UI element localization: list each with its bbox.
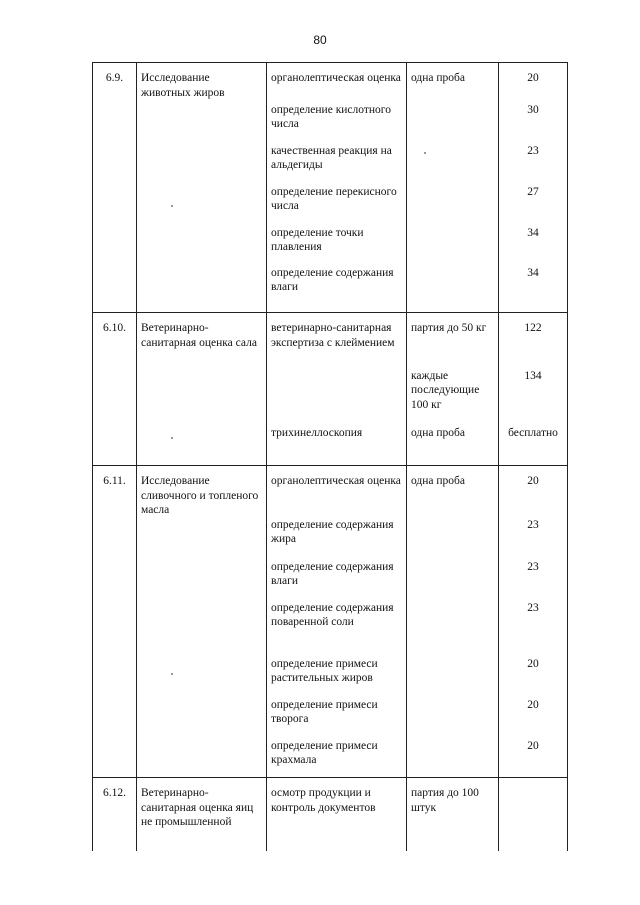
unit (407, 226, 499, 266)
table-row (93, 518, 568, 560)
row-number (93, 369, 137, 426)
row-number (93, 185, 137, 226)
table-row (93, 103, 568, 144)
price: 30 (499, 103, 568, 144)
table-row (93, 778, 568, 851)
service-name: определение примеси крахмала (267, 739, 407, 778)
table-row (93, 266, 568, 313)
row-number (93, 518, 137, 560)
row-number: 6.10. (93, 313, 137, 369)
unit: партия до 50 кг (407, 313, 499, 369)
unit (407, 144, 499, 185)
unit: одна проба (407, 426, 499, 466)
item-name (137, 226, 267, 266)
unit (407, 266, 499, 313)
unit (407, 739, 499, 778)
scan-speck (171, 205, 173, 207)
item-name: Исследование сливочного и топленого масла (137, 466, 267, 518)
row-number: 6.9. (93, 63, 137, 103)
service-name: ветеринарно-санитарная экспертиза с клеймением (267, 313, 407, 369)
item-name (137, 560, 267, 601)
price (499, 778, 568, 851)
item-name (137, 426, 267, 466)
table-row (93, 560, 568, 601)
service-name: определение точки плавления (267, 226, 407, 266)
service-name: органолептическая оценка (267, 63, 407, 103)
row-number (93, 226, 137, 266)
item-name (137, 266, 267, 313)
table-row (93, 698, 568, 739)
price: 20 (499, 739, 568, 778)
price: 23 (499, 601, 568, 657)
scan-speck (171, 437, 173, 439)
price: 34 (499, 226, 568, 266)
unit (407, 601, 499, 657)
price: 27 (499, 185, 568, 226)
item-name (137, 601, 267, 657)
price: 134 (499, 369, 568, 426)
row-number (93, 144, 137, 185)
item-name (137, 185, 267, 226)
service-name: определение примеси растительных жиров (267, 657, 407, 698)
service-name: определение примеси творога (267, 698, 407, 739)
unit: партия до 100 штук (407, 778, 499, 851)
price: 20 (499, 466, 568, 518)
service-name: определение кислотного числа (267, 103, 407, 144)
row-number (93, 560, 137, 601)
price: 20 (499, 657, 568, 698)
table-row (93, 313, 568, 369)
table-row (93, 144, 568, 185)
unit (407, 103, 499, 144)
item-name (137, 739, 267, 778)
item-name: Ветеринарно-санитарная оценка яиц не промышленной (137, 778, 267, 851)
unit: каждые последующие 100 кг (407, 369, 499, 426)
row-number (93, 601, 137, 657)
table-row (93, 657, 568, 698)
row-number: 6.12. (93, 778, 137, 851)
price: 23 (499, 560, 568, 601)
row-number (93, 103, 137, 144)
scan-speck (171, 673, 173, 675)
item-name (137, 144, 267, 185)
row-number (93, 266, 137, 313)
price: 23 (499, 144, 568, 185)
unit (407, 560, 499, 601)
price: 20 (499, 63, 568, 103)
table-row (93, 601, 568, 657)
item-name (137, 657, 267, 698)
price: 34 (499, 266, 568, 313)
service-name: осмотр продукции и контроль документов (267, 778, 407, 851)
unit (407, 698, 499, 739)
unit (407, 657, 499, 698)
price-table (92, 62, 568, 851)
row-number (93, 698, 137, 739)
table-row (93, 226, 568, 266)
unit (407, 185, 499, 226)
service-name: определение содержания жира (267, 518, 407, 560)
table-row (93, 466, 568, 518)
table-row (93, 426, 568, 466)
service-name: трихинеллоскопия (267, 426, 407, 466)
price: бесплатно (499, 426, 568, 466)
unit (407, 518, 499, 560)
table-row (93, 185, 568, 226)
table-row (93, 739, 568, 778)
item-name (137, 518, 267, 560)
service-name: определение содержания влаги (267, 266, 407, 313)
item-name: Исследование животных жиров (137, 63, 267, 103)
row-number (93, 426, 137, 466)
item-name (137, 698, 267, 739)
service-name: определение содержания влаги (267, 560, 407, 601)
table-row (93, 369, 568, 426)
price: 20 (499, 698, 568, 739)
row-number (93, 739, 137, 778)
unit: одна проба (407, 466, 499, 518)
page-number: 80 (313, 33, 327, 47)
price: 23 (499, 518, 568, 560)
table-row (93, 63, 568, 103)
scan-speck (424, 152, 426, 154)
price: 122 (499, 313, 568, 369)
service-name: определение содержания поваренной соли (267, 601, 407, 657)
item-name: Ветеринарно-санитарная оценка сала (137, 313, 267, 369)
service-name: органолептическая оценка (267, 466, 407, 518)
service-name: определение перекисного числа (267, 185, 407, 226)
unit: одна проба (407, 63, 499, 103)
service-name: качественная реакция на альдегиды (267, 144, 407, 185)
row-number: 6.11. (93, 466, 137, 518)
item-name (137, 103, 267, 144)
row-number (93, 657, 137, 698)
item-name (137, 369, 267, 426)
service-name (267, 369, 407, 426)
